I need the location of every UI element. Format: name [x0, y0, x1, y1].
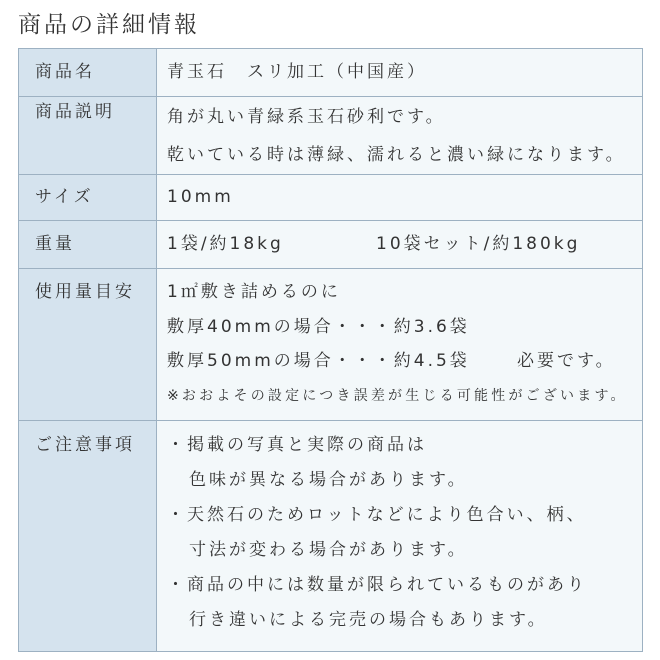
- size-label: サイズ: [19, 175, 157, 220]
- caution-item-lead: ・掲載の写真と実際の商品は: [167, 435, 427, 455]
- page-title: 商品の詳細情報: [18, 12, 200, 38]
- description-label: 商品説明: [19, 97, 157, 174]
- usage-thickness-40: 敷厚40mmの場合・・・約3.6袋: [167, 316, 470, 337]
- description-value: [157, 97, 642, 174]
- caution-item-continuation: 色味が異なる場合があります。: [189, 470, 468, 490]
- caution-item-lead: ・天然石のためロットなどにより色合い、柄、: [167, 505, 587, 525]
- description-line: 乾いている時は薄緑、濡れると濃い緑になります。: [167, 145, 626, 165]
- size-text: 10mm: [167, 187, 234, 207]
- weight-single-bag: 1袋/約18kg: [167, 234, 284, 254]
- row-product-name: [19, 49, 642, 96]
- row-description: [19, 96, 642, 174]
- row-cautions: [19, 420, 642, 651]
- product-details-table: [18, 48, 643, 652]
- product-name-text: 青玉石 スリ加工（中国産）: [167, 62, 427, 82]
- weight-value: [157, 221, 642, 268]
- product-name-value: [157, 49, 642, 96]
- usage-suffix: 必要です。: [517, 351, 616, 372]
- weight-set: 10袋セット/約180kg: [376, 234, 581, 254]
- description-line: 角が丸い青緑系玉石砂利です。: [167, 107, 446, 127]
- row-size: [19, 174, 642, 220]
- caution-item-continuation: 行き違いによる完売の場合もあります。: [189, 610, 548, 630]
- usage-label: 使用量目安: [19, 269, 157, 420]
- usage-note: ※おおよその設定につき誤差が生じる可能性がございます。: [167, 388, 628, 405]
- usage-value: [157, 269, 642, 420]
- weight-label: 重量: [19, 221, 157, 268]
- product-name-label: 商品名: [19, 49, 157, 96]
- caution-item-continuation: 寸法が変わる場合があります。: [189, 540, 468, 560]
- usage-intro: 1㎡敷き詰めるのに: [167, 282, 341, 302]
- cautions-label: ご注意事項: [19, 421, 157, 651]
- row-usage: [19, 268, 642, 420]
- row-weight: [19, 220, 642, 268]
- caution-item-lead: ・商品の中には数量が限られているものがあり: [167, 575, 587, 595]
- usage-thickness-50-line: [167, 344, 642, 379]
- usage-thickness-50: 敷厚50mmの場合・・・約4.5袋: [167, 351, 470, 372]
- size-value: [157, 175, 642, 220]
- cautions-value: [157, 421, 642, 651]
